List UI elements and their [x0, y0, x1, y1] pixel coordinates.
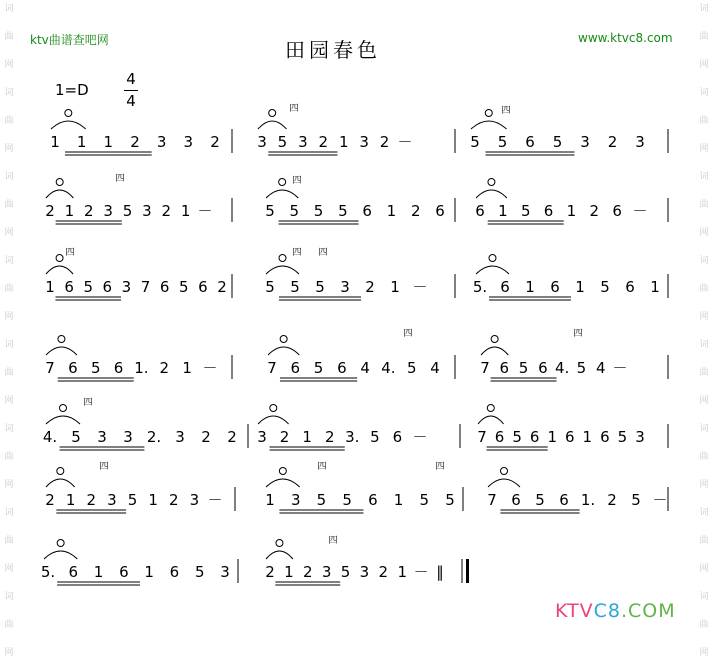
note: 6	[612, 202, 622, 220]
note: －	[612, 359, 628, 377]
note: 1	[498, 202, 508, 220]
side-watermark-char: 曲	[4, 200, 14, 210]
harmonic-circle	[60, 405, 67, 412]
note: 6	[600, 428, 610, 446]
note: 4	[360, 359, 370, 377]
note: 1	[50, 133, 60, 151]
note: 5	[290, 278, 300, 296]
side-watermark-char: 网	[699, 564, 709, 574]
side-watermark-char: 词	[699, 256, 709, 266]
side-watermark-char: 词	[4, 172, 14, 182]
side-watermark-char: 词	[699, 4, 709, 14]
note: 5	[600, 278, 610, 296]
note: 7	[267, 359, 277, 377]
note: 5.	[472, 278, 488, 296]
note: 2	[589, 202, 600, 220]
side-watermark-char: 曲	[4, 368, 14, 378]
note: 5	[552, 133, 563, 151]
side-watermark-char: 网	[4, 144, 14, 154]
side-watermark-char: 词	[4, 508, 14, 518]
note: 6	[565, 428, 575, 446]
finger-mark: 四	[292, 176, 302, 186]
note: 5	[617, 428, 628, 446]
note: 2	[303, 563, 313, 581]
slur-arc	[476, 266, 509, 274]
note: 6	[511, 491, 521, 509]
slur-arc	[266, 266, 299, 274]
note: 4	[430, 359, 440, 377]
note: 3	[175, 428, 185, 446]
note: 1.	[580, 491, 596, 509]
note: 2	[161, 202, 172, 220]
finger-mark: 四	[317, 462, 327, 472]
side-watermark-char: 曲	[4, 116, 14, 126]
note: 2	[607, 491, 617, 509]
harmonic-circle	[269, 110, 276, 117]
harmonic-circle	[485, 110, 492, 117]
note: －	[207, 491, 223, 509]
note: 2.	[146, 428, 162, 446]
slur-arc	[471, 121, 507, 129]
note: 1	[103, 133, 114, 151]
slur-arc	[478, 416, 504, 424]
note: －	[197, 202, 213, 220]
note: 7	[140, 278, 151, 296]
note: 5	[265, 202, 275, 220]
note: 5	[470, 133, 480, 151]
note: 2	[217, 278, 227, 296]
note: 3	[580, 133, 590, 151]
note: 5	[90, 359, 101, 377]
note: 1	[393, 491, 404, 509]
note: 1	[93, 563, 104, 581]
note: 7	[45, 359, 55, 377]
side-watermark-char: 词	[699, 508, 709, 518]
note: 6	[529, 428, 540, 446]
note: －	[397, 133, 413, 151]
finger-mark: 四	[435, 462, 445, 472]
note: 3.	[345, 428, 360, 446]
note: 2	[279, 428, 290, 446]
note: 3	[220, 563, 230, 581]
slur-arc	[488, 479, 520, 487]
note: 5	[535, 491, 545, 509]
note: 1	[582, 428, 593, 446]
side-watermark-char: 网	[699, 144, 709, 154]
side-watermark-char: 曲	[699, 368, 709, 378]
slur-arc	[266, 190, 298, 198]
side-watermark-char: 曲	[699, 116, 709, 126]
slur-arc	[46, 347, 77, 355]
note: 5	[277, 133, 288, 151]
side-watermark-char: 曲	[4, 284, 14, 294]
note: 5	[313, 359, 324, 377]
note: 7	[477, 428, 487, 446]
note: 4.	[554, 359, 570, 377]
note: 6	[64, 278, 74, 296]
logo-part-com: .COM	[620, 600, 676, 622]
note: 5	[342, 491, 352, 509]
slur-arc	[44, 551, 77, 559]
note: 3	[290, 491, 301, 509]
note: 2	[410, 202, 421, 220]
note: 2	[83, 202, 94, 220]
note: 3	[97, 428, 107, 446]
side-watermark-char: 网	[699, 396, 709, 406]
finger-mark: 四	[65, 248, 75, 258]
note: 6	[169, 563, 180, 581]
note: 1	[566, 202, 577, 220]
harmonic-circle	[489, 255, 496, 262]
note: 3	[142, 202, 152, 220]
note: 2	[159, 359, 170, 377]
harmonic-circle	[276, 540, 283, 547]
note: 2	[45, 202, 55, 220]
note: 6	[362, 202, 372, 220]
side-watermark-char: 网	[4, 312, 14, 322]
slur-arc	[46, 416, 80, 424]
note: 6	[494, 428, 505, 446]
side-watermark-char: 词	[4, 424, 14, 434]
note: 5	[122, 202, 133, 220]
slur-arc	[481, 347, 508, 355]
side-watermark-char: 词	[699, 424, 709, 434]
side-watermark-char: 曲	[699, 620, 709, 630]
note: 5	[194, 563, 205, 581]
harmonic-circle	[280, 336, 287, 343]
note: 6	[337, 359, 347, 377]
note: 3	[257, 133, 267, 151]
note: 6	[538, 359, 548, 377]
note: 1	[302, 428, 312, 446]
finger-mark: 四	[292, 248, 302, 258]
slur-arc	[258, 416, 289, 424]
watermark-left: ktv曲谱查吧网	[30, 33, 109, 47]
note: 3	[321, 563, 332, 581]
note: －	[413, 563, 429, 581]
note: 3	[123, 428, 133, 446]
note: 7	[480, 359, 490, 377]
slur-arc	[46, 190, 73, 198]
note: 5	[406, 359, 417, 377]
note: 5	[419, 491, 430, 509]
note: 6	[525, 133, 535, 151]
note: 1	[76, 133, 87, 151]
note: 2	[227, 428, 237, 446]
harmonic-circle	[491, 336, 498, 343]
side-watermark-char: 曲	[4, 452, 14, 462]
note: 1	[386, 202, 397, 220]
note: 1	[338, 133, 349, 151]
note: 5	[313, 202, 324, 220]
slur-arc	[266, 479, 300, 487]
side-watermark-char: 网	[4, 564, 14, 574]
note: 6	[119, 563, 129, 581]
note: 6	[68, 359, 78, 377]
note: 3	[257, 428, 267, 446]
slur-arc	[476, 190, 507, 198]
note: 1.	[134, 359, 149, 377]
note: 2	[45, 491, 55, 509]
note: 2	[265, 563, 275, 581]
note: 6	[68, 563, 79, 581]
side-watermark-char: 词	[699, 172, 709, 182]
side-watermark-char: 网	[699, 60, 709, 70]
side-watermark-char: 词	[4, 340, 14, 350]
note: －	[412, 278, 428, 296]
final-bar-thick	[466, 559, 469, 583]
side-watermark-char: 曲	[699, 536, 709, 546]
note: 5	[512, 428, 522, 446]
site-logo	[555, 600, 676, 622]
slur-arc	[46, 266, 73, 274]
note: ‖	[436, 563, 444, 581]
note: 1	[180, 202, 191, 220]
note: 5	[71, 428, 81, 446]
note: 2	[168, 491, 179, 509]
note: 1	[650, 278, 660, 296]
harmonic-circle	[57, 540, 64, 547]
note: 6	[198, 278, 208, 296]
note: 6	[550, 278, 560, 296]
finger-mark: 四	[573, 329, 583, 339]
note: 6	[559, 491, 569, 509]
harmonic-circle	[58, 336, 65, 343]
slur-arc	[46, 479, 75, 487]
side-watermark-char: 曲	[699, 284, 709, 294]
note: 3	[103, 202, 113, 220]
note: 5	[289, 202, 300, 220]
note: 5	[518, 359, 529, 377]
harmonic-circle	[56, 179, 63, 186]
finger-mark: 四	[115, 174, 125, 184]
note: 2	[607, 133, 618, 151]
side-watermark-char: 网	[699, 480, 709, 490]
side-watermark-char: 曲	[4, 536, 14, 546]
note: 3	[183, 133, 194, 151]
harmonic-circle	[279, 468, 286, 475]
harmonic-circle	[56, 255, 63, 262]
note: 1	[148, 491, 158, 509]
note: 2	[201, 428, 211, 446]
note: 3	[359, 133, 369, 151]
logo-part-c8: C8	[593, 600, 621, 622]
note: 1	[144, 563, 154, 581]
slur-arc	[268, 347, 299, 355]
slur-arc	[258, 121, 286, 129]
side-watermark-char: 曲	[4, 32, 14, 42]
note: 5.	[40, 563, 56, 581]
finger-mark: 四	[83, 398, 93, 408]
note: 2	[365, 278, 375, 296]
note: 2	[86, 491, 97, 509]
side-watermark-char: 曲	[699, 452, 709, 462]
side-watermark-char: 词	[4, 592, 14, 602]
finger-mark: 四	[289, 104, 299, 114]
side-watermark-char: 网	[4, 648, 14, 658]
note: 6	[475, 202, 485, 220]
note: 1	[182, 359, 192, 377]
note: 5	[315, 278, 325, 296]
note: 2	[324, 428, 335, 446]
harmonic-circle	[65, 110, 72, 117]
note: 2	[378, 563, 389, 581]
note: 4.	[42, 428, 58, 446]
note: 1	[397, 563, 407, 581]
side-watermark-char: 网	[4, 228, 14, 238]
note: 3	[340, 278, 350, 296]
finger-mark: 四	[318, 248, 328, 258]
note: 2	[210, 133, 220, 151]
note: 6	[499, 359, 510, 377]
note: 5	[370, 428, 380, 446]
note: 2	[379, 133, 390, 151]
note: 5	[316, 491, 327, 509]
finger-mark: 四	[403, 329, 413, 339]
side-watermark-char: 曲	[699, 200, 709, 210]
note: 5	[179, 278, 189, 296]
harmonic-circle	[488, 179, 495, 186]
side-watermark-char: 网	[699, 648, 709, 658]
side-watermark-char: 曲	[699, 32, 709, 42]
finger-mark: 四	[501, 106, 511, 116]
note: 5	[445, 491, 455, 509]
note: 1	[65, 491, 76, 509]
note: 4.	[381, 359, 396, 377]
note: 1	[547, 428, 557, 446]
note: 6	[625, 278, 635, 296]
note: 1	[390, 278, 400, 296]
note: 3	[635, 133, 645, 151]
note: 6	[102, 278, 113, 296]
note: －	[652, 491, 668, 509]
note: 6	[392, 428, 403, 446]
note: 3	[121, 278, 132, 296]
note: 7	[487, 491, 497, 509]
time-signature-bottom: 4	[126, 92, 136, 110]
note: 3	[189, 491, 200, 509]
note: 2	[318, 133, 329, 151]
note: 6	[435, 202, 445, 220]
note: 1	[525, 278, 535, 296]
note: 4	[595, 359, 606, 377]
harmonic-circle	[270, 405, 277, 412]
note: 5	[520, 202, 531, 220]
harmonic-circle	[279, 179, 286, 186]
watermark-right: www.ktvc8.com	[578, 31, 673, 45]
note: 1	[284, 563, 294, 581]
side-watermark-char: 网	[4, 480, 14, 490]
side-watermark-char: 网	[699, 312, 709, 322]
slur-arc	[51, 121, 86, 129]
note: 1	[45, 278, 55, 296]
note: 3	[359, 563, 370, 581]
finger-mark: 四	[328, 536, 338, 546]
note: 5	[127, 491, 138, 509]
note: 6	[290, 359, 301, 377]
side-watermark-char: 网	[4, 396, 14, 406]
note: 6	[113, 359, 124, 377]
harmonic-circle	[57, 468, 64, 475]
note: 5	[338, 202, 348, 220]
side-watermark-char: 词	[699, 88, 709, 98]
finger-mark: 四	[99, 462, 109, 472]
harmonic-circle	[501, 468, 508, 475]
note: 2	[130, 133, 140, 151]
note: 3	[635, 428, 645, 446]
side-watermark-char: 曲	[4, 620, 14, 630]
slur-arc	[266, 551, 293, 559]
note: 5	[576, 359, 587, 377]
time-signature-top: 4	[126, 70, 136, 88]
note: 3	[298, 133, 308, 151]
side-watermark-char: 网	[4, 60, 14, 70]
note: 3	[156, 133, 167, 151]
note: 1	[64, 202, 75, 220]
harmonic-circle	[487, 405, 494, 412]
note: 6	[159, 278, 170, 296]
side-watermark-char: 词	[699, 340, 709, 350]
note: －	[202, 359, 218, 377]
logo-part-ktv: KTV	[555, 600, 594, 622]
song-title: 田园春色	[285, 38, 381, 62]
side-watermark-char: 词	[4, 4, 14, 14]
note: 6	[543, 202, 554, 220]
side-watermark-char: 词	[4, 256, 14, 266]
side-watermark-char: 词	[4, 88, 14, 98]
note: 5	[631, 491, 641, 509]
note: 1	[575, 278, 585, 296]
note: 6	[500, 278, 510, 296]
note: 6	[368, 491, 378, 509]
side-watermark-char: 词	[699, 592, 709, 602]
key-signature: 1=D	[55, 81, 89, 99]
note: 5	[83, 278, 93, 296]
harmonic-circle	[279, 255, 286, 262]
note: 5	[265, 278, 275, 296]
note: －	[412, 428, 428, 446]
note: 3	[107, 491, 117, 509]
note: －	[632, 202, 648, 220]
side-watermark-char: 网	[699, 228, 709, 238]
note: 5	[340, 563, 351, 581]
note: 1	[265, 491, 275, 509]
note: 5	[497, 133, 508, 151]
